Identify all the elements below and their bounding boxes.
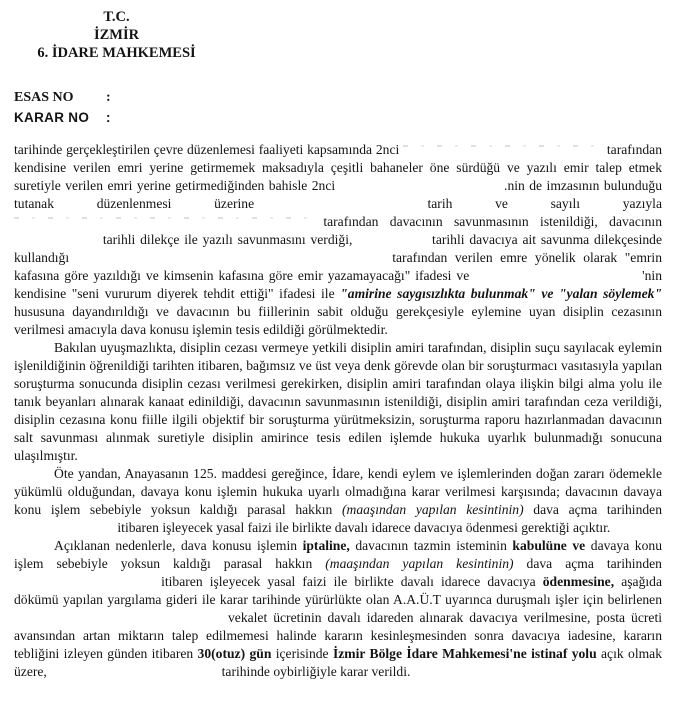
redacted-gap	[403, 145, 603, 147]
text-segment: tarihli davacıya ait savunma dilekçesinde kullandığı	[14, 232, 662, 265]
text-segment: hususuna dayandırıldığı ve davacının bu fiillerinin sabit olduğu gerekçesiyle eylemine uyan disiplin cezasının verilmesi amacıyla dava konusu işlemin tesis edildiği görülmektedir.	[14, 304, 662, 337]
text-segment: Bakılan uyuşmazlıkta, disiplin cezası vermeye yetkili disiplin amiri tarafından, disiplin suçu sayılacak eylemin işlenildiğinin öğrenildiği tarihten itibaren, bağımsız ve üst veya denk görevde olan bir soruşturmacı vasıtasıyla yapılan soruşturma sonucunda disiplin cezası verilmesi gerekirken, disiplin amiri tarafından olaya ilişkin bilgi alma yolu ile tanık beyanları alınarak kanaat edinildiği, davacının savunmasının istenildiği, disiplin amiri tarafından ceza verildiği, disiplin cezasına konu fiille ilgili objektif bir soruşturma yürütmeksizin, soruşturma raporu hazırlanmadan davacının salt savunması alınmak suretiyle disiplin amirince tesis edilen işlemde hukuka uyarlık bulunmadığı sonucuna ulaşılmıştır.	[14, 340, 662, 463]
karar-no-row	[14, 108, 662, 128]
text-segment: İzmir Bölge İdare Mahkemesi'ne istinaf yolu	[332, 646, 597, 661]
paragraph	[14, 339, 662, 465]
text-segment: (maaşından yapılan kesintinin)	[325, 556, 514, 571]
text-segment: dava açma tarihinden	[523, 502, 662, 517]
text-segment: tarafından davacının savunmasının istenildiği, davacının	[312, 214, 662, 229]
text-segment: itibaren işleyecek yasal faizi ile birlikte davalı idarece davacıya	[154, 574, 543, 589]
text-segment: davaya konu işlem sebebiyle yoksun kaldığı parasal hakkın	[14, 538, 662, 571]
karar-no-label: KARAR NO	[14, 110, 90, 125]
text-segment: vekalet ücretinin davalı idareden alınarak davacıya verilmesine, posta ücreti avansından artan miktarın talep edilmemesi halinde kararın kesinleşmesinden sonra davacıya iadesine, kararın tebliğini izleyen günden itibaren	[14, 610, 662, 661]
text-segment: dava açma tarihinden	[513, 556, 662, 571]
redacted-gap	[14, 217, 312, 219]
karar-no-colon: :	[106, 110, 111, 125]
redacted-gap	[297, 206, 385, 208]
redacted-gap	[14, 530, 114, 532]
text-segment: iptaline,	[302, 538, 350, 553]
redacted-gap	[14, 242, 98, 244]
case-number-block	[14, 88, 662, 128]
court-name: 6. İDARE MAHKEMESİ	[37, 45, 196, 61]
text-segment: Açıklanan nedenlerle, dava konusu işlemin	[54, 538, 303, 553]
paragraph	[14, 537, 662, 681]
esas-no-row	[14, 88, 662, 108]
redacted-gap	[50, 674, 218, 676]
text-segment: ödenmesine,	[542, 574, 615, 589]
text-segment: (maaşından yapılan kesintinin)	[341, 502, 524, 517]
text-segment: tarihli dilekçe ile yazılı savunmasını verdiği,	[98, 232, 358, 247]
redacted-gap	[340, 188, 500, 190]
text-segment: tarihinde gerçekleştirilen çevre düzenlemesi faaliyeti kapsamında 2nci	[14, 142, 404, 157]
redacted-gap	[14, 620, 222, 622]
text-segment: tarih ve sayılı yazıyla	[384, 196, 662, 211]
text-segment: Öte yandan, Anayasanın 125. maddesi gereğince, İdare, kendi eylem ve işlemlerinden doğan zararı ödemekle yükümlü olduğundan, davaya konu işlemin hukuka uyarlı olmadığına karar verilmesi karşısında; davacının davaya konu işlem sebebiyle yoksun kaldığı parasal hakkın	[14, 466, 662, 517]
text-segment: kabulüne ve	[512, 538, 586, 553]
text-segment: tarihinde oybirliğiyle karar verildi.	[218, 664, 411, 679]
text-segment: 30(otuz) gün	[197, 646, 272, 661]
paragraph	[14, 141, 662, 339]
text-segment: .nin de imzasının bulunduğu tutanak düzenlenmesi üzerine	[14, 178, 663, 211]
redacted-gap	[14, 584, 154, 586]
court-city: İZMİR	[93, 27, 140, 43]
text-segment: "amirine saygısızlıkta bulunmak" ve "yalan söylemek"	[340, 286, 662, 301]
text-segment: itibaren işleyecek yasal faizi ile birlikte davalı idarece davacıya ödenmesi gerektiği açıktır.	[114, 520, 611, 535]
text-segment: tarafından verilen emre yönelik olarak "emrin kafasına göre yazıldığı ve kimsenin kafasına göre emir yazamayacağı" ifadesi ve	[14, 250, 662, 283]
redacted-gap	[357, 242, 427, 244]
paragraph	[14, 465, 662, 537]
document-body	[14, 141, 662, 681]
text-segment: 'nin kendisine "seni vururum diyerek tehdit ettiği" ifadesi ile	[14, 268, 663, 301]
text-segment: tarafından kendisine verilen emri yerine getirmemek maksadıyla çeşitli bahaneler öne sürdüğü ve yazılı emir talep etmek suretiyle verilen emri yerine getirmediğinden bahisle 2nci	[14, 142, 662, 193]
redacted-gap	[474, 278, 637, 280]
republic-abbrev: T.C.	[103, 9, 130, 25]
text-segment: davacının tazmin isteminin	[349, 538, 513, 553]
redacted-gap	[77, 260, 385, 262]
text-segment: açık olmak üzere,	[14, 646, 662, 679]
text-segment: içerisinde	[271, 646, 333, 661]
esas-no-colon: :	[106, 90, 111, 105]
text-segment: aşağıda dökümü yapılan yargılama gideri ile karar tarihinde yürürlükte olan A.A.Ü.T uyarınca duruşmalı işler için belirlenen	[14, 574, 662, 607]
court-header	[14, 8, 219, 62]
esas-no-label: ESAS NO	[14, 90, 74, 105]
